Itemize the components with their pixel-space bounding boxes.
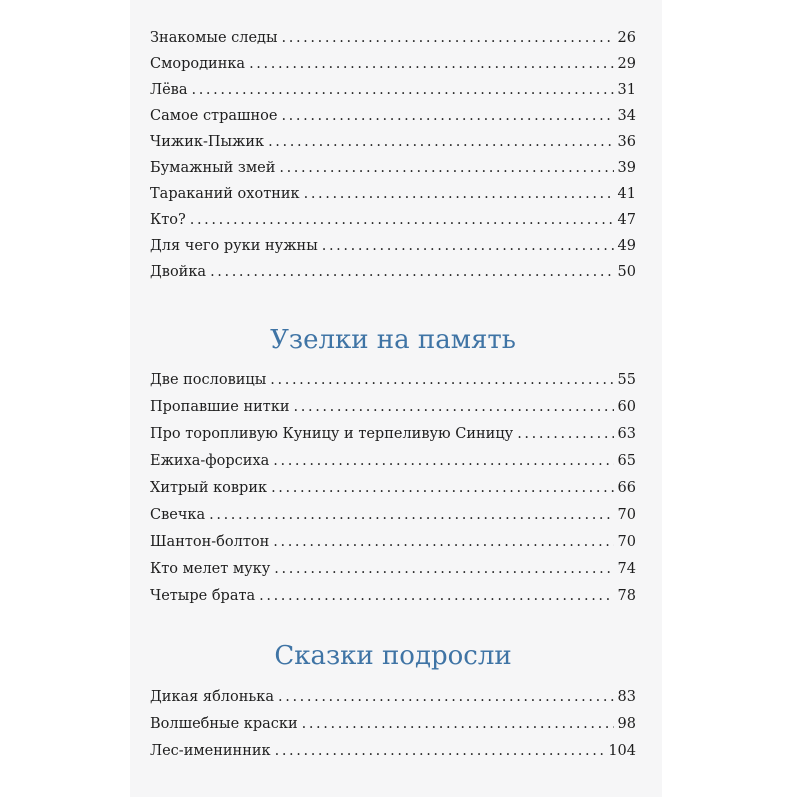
toc-entry-title: Знакомые следы xyxy=(150,30,278,46)
toc-entry-title: Четыре брата xyxy=(150,588,256,604)
toc-entry-title: Бумажный змей xyxy=(150,160,276,176)
dot-leader xyxy=(275,739,605,763)
toc-entry xyxy=(150,182,636,206)
toc-entry-title: Кто? xyxy=(150,212,186,228)
toc-entry-page: 50 xyxy=(617,264,636,280)
toc-entry-page: 29 xyxy=(617,56,636,72)
toc-entry-page: 65 xyxy=(617,453,636,469)
toc-entry xyxy=(150,530,636,554)
toc-entry-page: 66 xyxy=(617,480,636,496)
toc-entry-page: 55 xyxy=(617,372,636,388)
toc-entry-title: Пропавшие нитки xyxy=(150,399,290,415)
dot-leader xyxy=(281,104,613,128)
toc-entry-title: Ежиха-форсиха xyxy=(150,453,270,469)
toc-entry-title: Чижик-Пыжик xyxy=(150,134,265,150)
toc-entry xyxy=(150,449,636,473)
toc-entry-title: Кто мелет муку xyxy=(150,561,271,577)
toc-entry-page: 47 xyxy=(617,212,636,228)
toc-entry xyxy=(150,260,636,284)
toc-entry xyxy=(150,422,636,446)
toc-entry-page: 49 xyxy=(617,238,636,254)
dot-leader xyxy=(273,530,613,554)
toc-entry xyxy=(150,156,636,180)
dot-leader xyxy=(279,156,613,180)
toc-entry-title: Дикая яблонька xyxy=(150,689,275,705)
toc-entry xyxy=(150,234,636,258)
toc-entry-page: 70 xyxy=(617,507,636,523)
toc-entry-title: Две пословицы xyxy=(150,372,267,388)
toc-entry-title: Самое страшное xyxy=(150,108,278,124)
dot-leader xyxy=(270,368,613,392)
dot-leader xyxy=(322,234,614,258)
toc-entry xyxy=(150,395,636,419)
toc-entry-page: 98 xyxy=(617,716,636,732)
dot-leader xyxy=(249,52,613,76)
toc-entry-title: Для чего руки нужны xyxy=(150,238,318,254)
toc-entry xyxy=(150,26,636,50)
dot-leader xyxy=(278,685,614,709)
toc-entry-title: Про торопливую Куницу и терпеливую Синицу xyxy=(150,426,514,442)
toc-entry xyxy=(150,584,636,608)
dot-leader xyxy=(302,712,614,736)
toc-entry-page: 70 xyxy=(617,534,636,550)
toc-entry xyxy=(150,712,636,736)
toc-entry-page: 36 xyxy=(617,134,636,150)
dot-leader xyxy=(282,26,614,50)
dot-leader xyxy=(271,476,613,500)
dot-leader xyxy=(273,449,613,473)
dot-leader xyxy=(190,208,614,232)
toc-entry-page: 41 xyxy=(617,186,636,202)
toc-entry xyxy=(150,476,636,500)
toc-entry-page: 31 xyxy=(617,82,636,98)
dot-leader xyxy=(259,584,613,608)
dot-leader xyxy=(294,395,614,419)
toc-entry-page: 104 xyxy=(608,743,636,759)
dot-leader xyxy=(274,557,613,581)
toc-entry xyxy=(150,739,636,763)
toc-entry-page: 34 xyxy=(617,108,636,124)
dot-leader xyxy=(304,182,614,206)
toc-entry xyxy=(150,557,636,581)
toc-entry xyxy=(150,78,636,102)
section-heading: Сказки подросли xyxy=(274,641,512,671)
toc-entry-page: 63 xyxy=(617,426,636,442)
toc-entry-page: 60 xyxy=(617,399,636,415)
toc-entry-title: Шантон-болтон xyxy=(150,534,270,550)
toc-entry-page: 26 xyxy=(617,30,636,46)
toc-entry-page: 74 xyxy=(617,561,636,577)
toc-entry-title: Волшебные краски xyxy=(150,716,298,732)
toc-entry-title: Двойка xyxy=(150,264,207,280)
toc-entry-title: Хитрый коврик xyxy=(150,480,268,496)
dot-leader xyxy=(210,260,613,284)
toc-entry-title: Смородинка xyxy=(150,56,246,72)
toc-entry xyxy=(150,52,636,76)
toc-entry xyxy=(150,503,636,527)
dot-leader xyxy=(268,130,613,154)
dot-leader xyxy=(192,78,614,102)
toc-entry xyxy=(150,208,636,232)
toc-entry-title: Свечка xyxy=(150,507,206,523)
toc-entry xyxy=(150,685,636,709)
toc-entry-title: Тараканий охотник xyxy=(150,186,300,202)
dot-leader xyxy=(209,503,613,527)
dot-leader xyxy=(517,422,613,446)
toc-entry xyxy=(150,104,636,128)
toc-entry-title: Лес-именинник xyxy=(150,743,271,759)
toc-entry-page: 78 xyxy=(617,588,636,604)
toc-entry-title: Лёва xyxy=(150,82,188,98)
toc-entry xyxy=(150,130,636,154)
section-heading: Узелки на память xyxy=(270,325,516,355)
toc-entry-page: 83 xyxy=(617,689,636,705)
toc-entry-page: 39 xyxy=(617,160,636,176)
toc-entry xyxy=(150,368,636,392)
